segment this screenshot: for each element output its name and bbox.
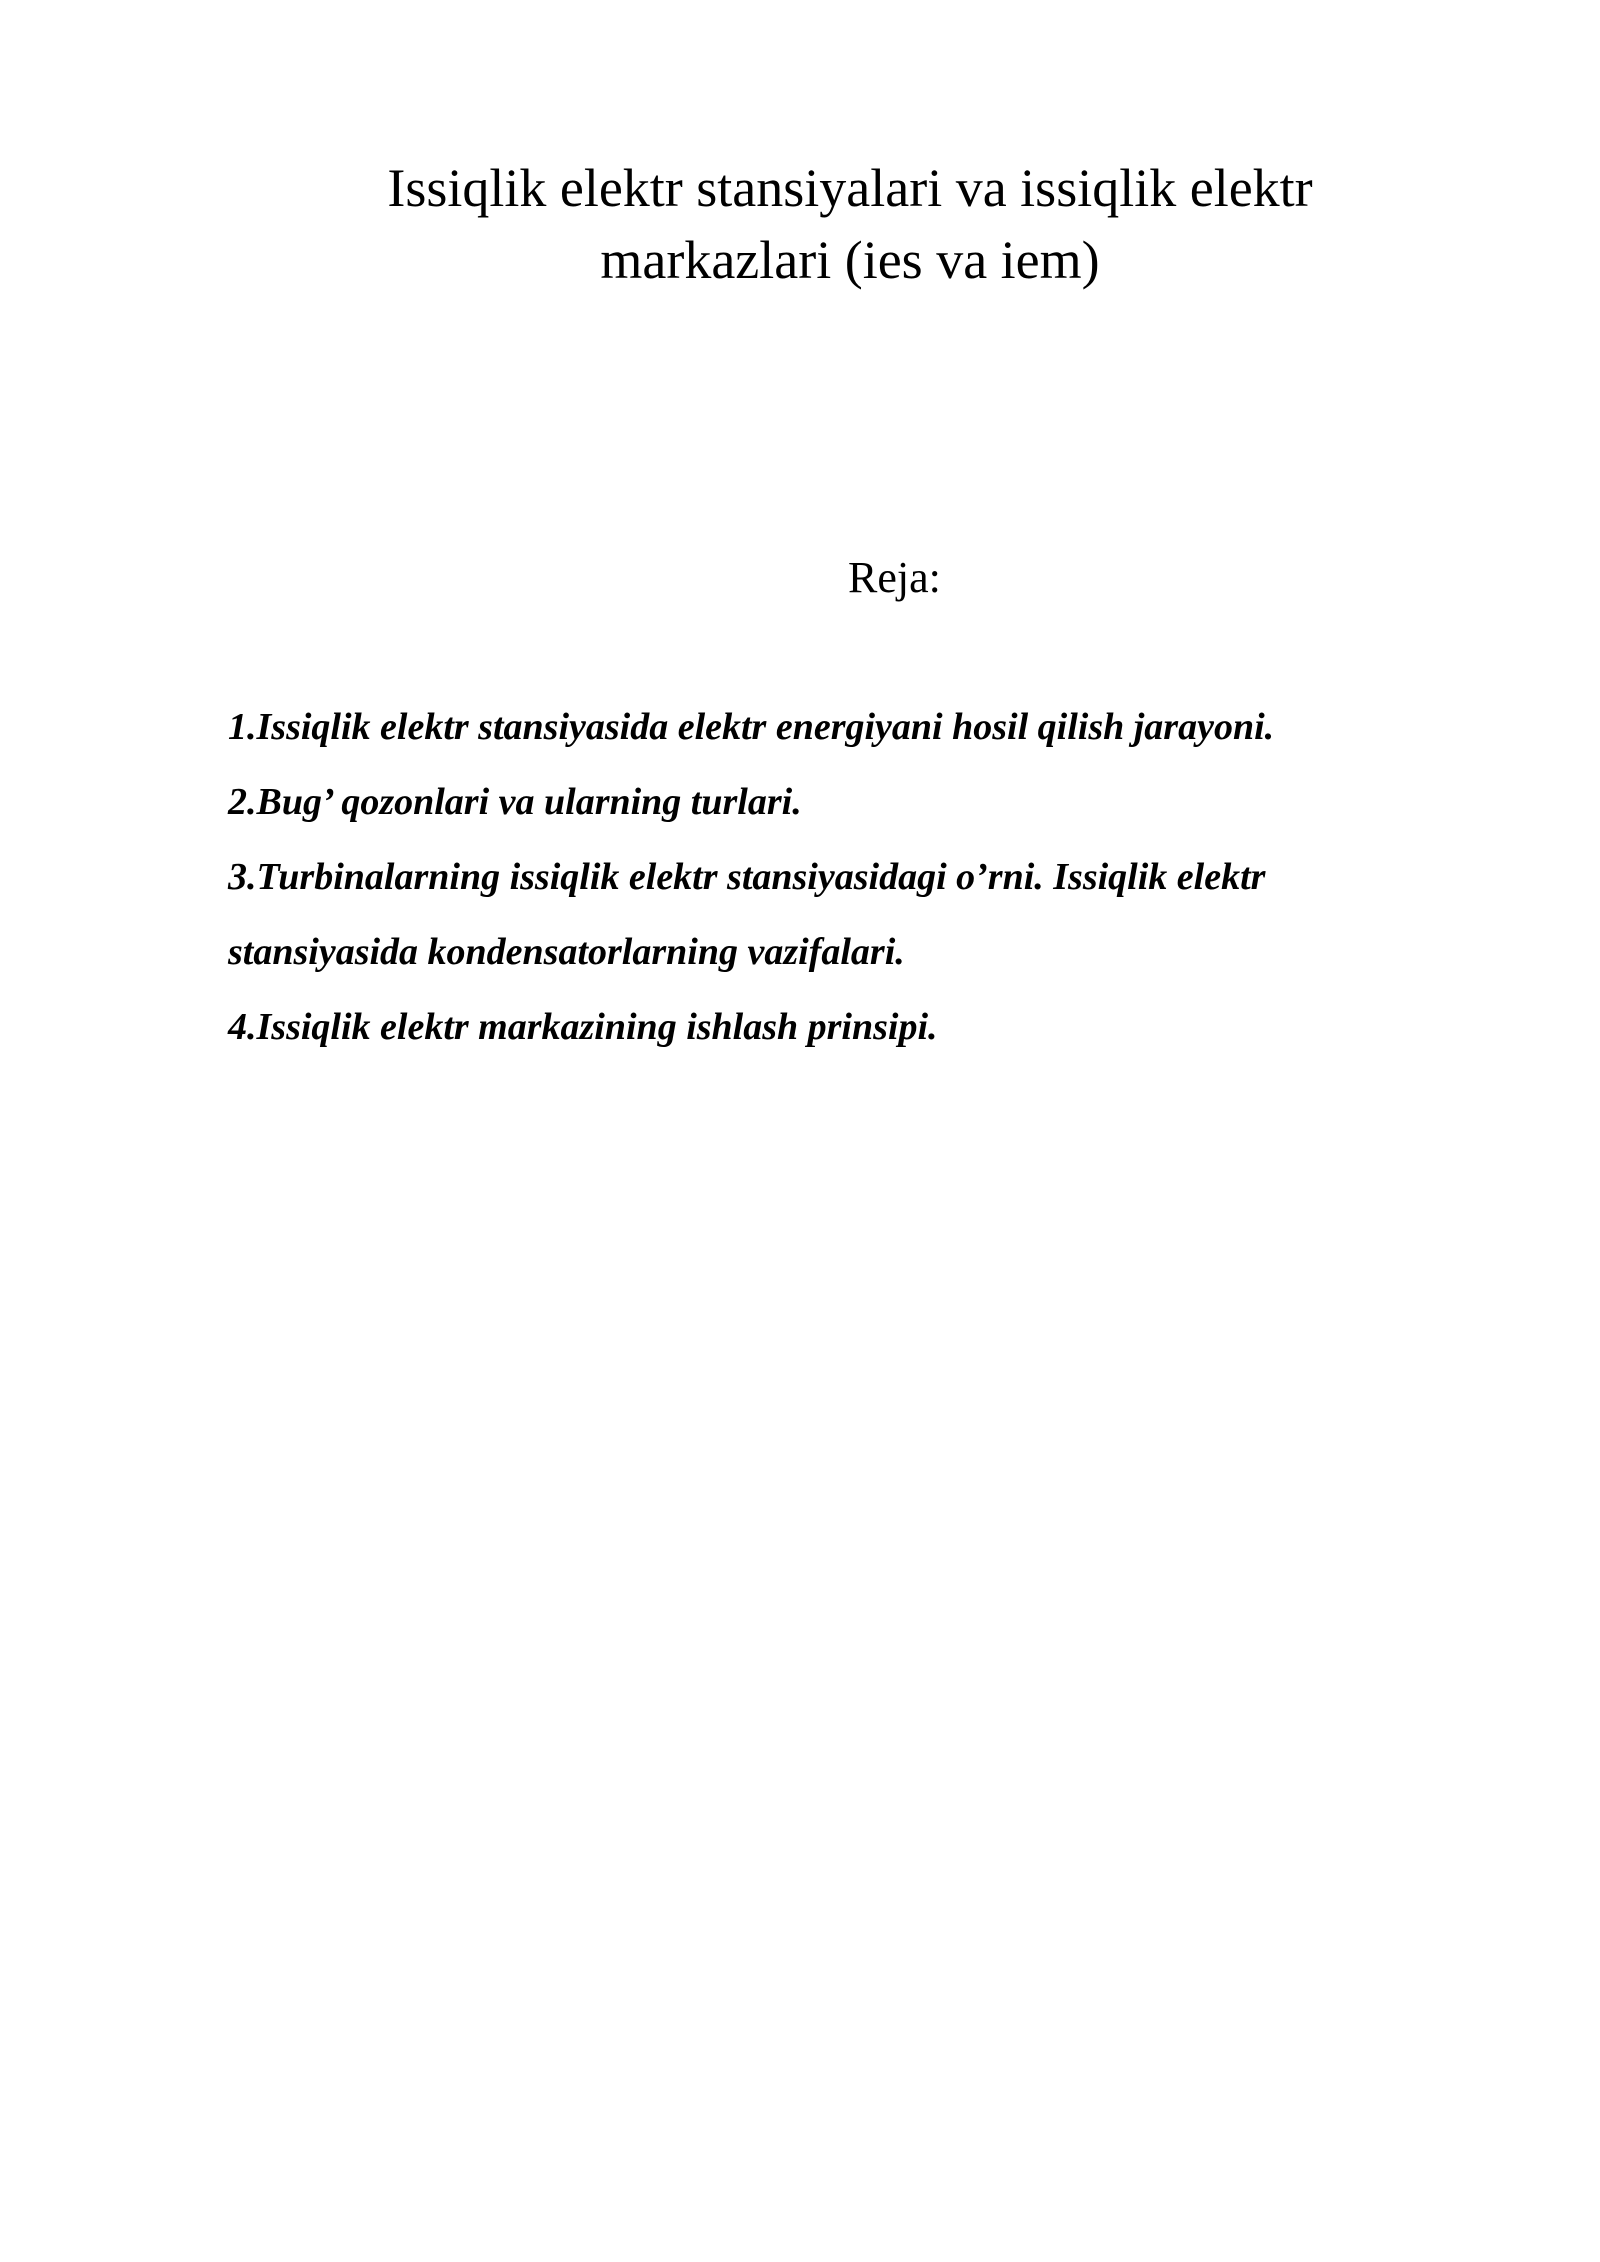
- plan-item-3-line-2: stansiyasida kondensatorlarning vazifalari.: [228, 931, 905, 973]
- plan-list: [228, 690, 1478, 1065]
- plan-item-1: [228, 690, 1478, 765]
- title-line-2: markazlari (ies va iem): [600, 230, 1100, 290]
- plan-item-3: [228, 840, 1478, 990]
- document-title: [300, 152, 1400, 296]
- plan-item-3-line-1: 3.Turbinalarning issiqlik elektr stansiyasidagi o’rni. Issiqlik elektr: [228, 856, 1266, 898]
- plan-item-4-line-1: 4.Issiqlik elektr markazining ishlash prinsipi.: [228, 1006, 938, 1048]
- plan-item-2: [228, 765, 1478, 840]
- title-line-1: Issiqlik elektr stansiyalari va issiqlik elektr: [387, 158, 1313, 218]
- plan-item-2-line-1: 2.Bug’ qozonlari va ularning turlari.: [228, 781, 802, 823]
- plan-heading: Reja:: [848, 553, 941, 602]
- plan-item-1-line-1: 1.Issiqlik elektr stansiyasida elektr energiyani hosil qilish jarayoni.: [228, 706, 1275, 748]
- plan-item-4: [228, 990, 1478, 1065]
